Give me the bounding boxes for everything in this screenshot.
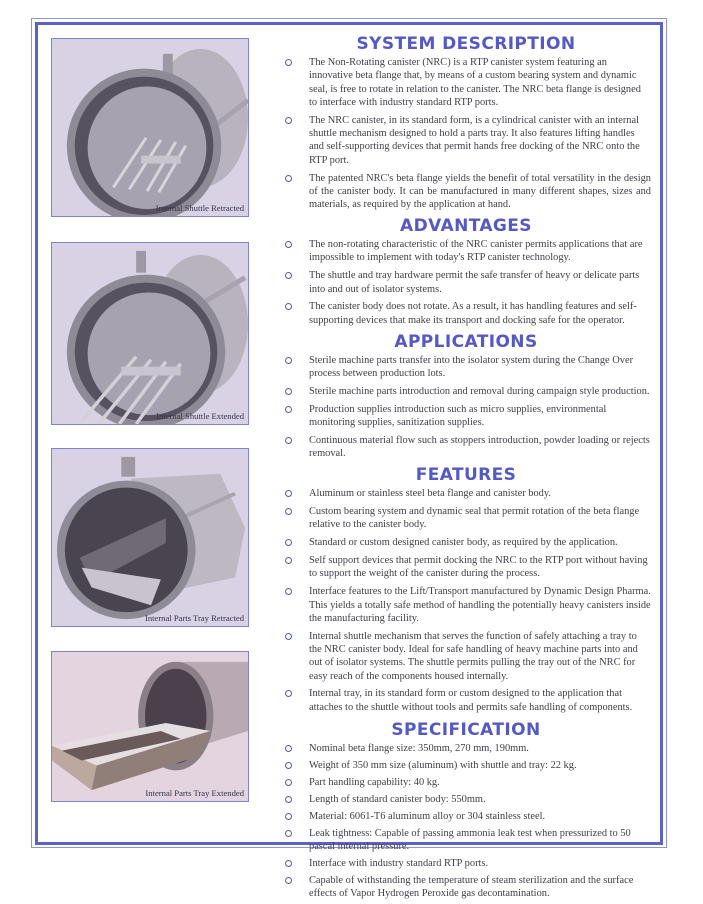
list-item: Nominal beta flange size: 350mm, 270 mm, 190mm. [281, 742, 651, 755]
list-item: Capable of withstanding the temperature of steam sterilization and the surface effects of Vapor Hydrogen Peroxide gas decontamination. [281, 874, 651, 901]
bullet-icon [285, 241, 292, 248]
section-heading: APPLICATIONS [394, 331, 538, 352]
section-advantages [281, 216, 651, 327]
bullet-icon [285, 388, 292, 395]
section-features [281, 465, 651, 714]
list-item: Continuous material flow such as stoppers introduction, powder loading or rejects removal. [281, 434, 651, 461]
bullet-icon [285, 357, 292, 364]
photo-caption: Internal Parts Tray Retracted [144, 613, 244, 623]
list-item: The NRC canister, in its standard form, is a cylindrical canister with an internal shuttle mechanism designed to hold a parts tray. It also features lifting handles and self-supporting devices that permit hands free docking of the NRC onto the RTP port. [281, 114, 651, 167]
bullet-icon [285, 588, 292, 595]
bullet-icon [285, 303, 292, 310]
list-item: Interface with industry standard RTP ports. [281, 857, 651, 870]
bullet-icon [285, 117, 292, 124]
bullet-icon [285, 796, 292, 803]
list-item: Leak tightness: Capable of passing ammonia leak test when pressurized to 50 pascal internal pressure. [281, 827, 651, 854]
bullet-icon [285, 59, 292, 66]
section-heading: SPECIFICATION [391, 720, 541, 741]
canister-tray-extended-image [52, 652, 248, 801]
bullet-icon [285, 633, 292, 640]
bullet-icon [285, 779, 292, 786]
list-item: The shuttle and tray hardware permit the safe transfer of heavy or delicate parts into and out of isolator systems. [281, 269, 651, 296]
bullet-list [281, 742, 651, 900]
bullet-icon [285, 557, 292, 564]
bullet-icon [285, 508, 292, 515]
photo-caption: Internal Shuttle Retracted [155, 203, 244, 213]
section-specification [281, 720, 651, 900]
list-item: The non-rotating characteristic of the NRC canister permits applications that are impossible to implement with today's RTP canister technology. [281, 238, 651, 265]
section-heading: ADVANTAGES [400, 216, 532, 237]
list-item: Part handling capability: 40 kg. [281, 776, 651, 789]
list-item: Material: 6061-T6 aluminum alloy or 304 stainless steel. [281, 810, 651, 823]
list-item: Interface features to the Lift/Transport manufactured by Dynamic Design Pharma. This yields a totally safe method of handling the potentially heavy canisters inside the manufacturing facility. [281, 585, 651, 625]
bullet-list [281, 354, 651, 461]
bullet-icon [285, 272, 292, 279]
bullet-icon [285, 539, 292, 546]
photo-internal-shuttle-extended [51, 242, 249, 425]
bullet-list [281, 56, 651, 211]
bullet-icon [285, 813, 292, 820]
section-heading: FEATURES [415, 465, 517, 486]
content-column [281, 34, 651, 904]
photo-internal-shuttle-retracted [51, 38, 249, 217]
canister-shuttle-extended-image [52, 243, 248, 424]
list-item: Standard or custom designed canister body, as required by the application. [281, 536, 651, 549]
section-heading: SYSTEM DESCRIPTION [356, 34, 576, 54]
list-item: The canister body does not rotate. As a result, it has handling features and self-supporting devices that make its transport and docking safe for the operator. [281, 300, 651, 327]
list-item: Length of standard canister body: 550mm. [281, 793, 651, 806]
bullet-icon [285, 175, 292, 182]
bullet-list [281, 238, 651, 327]
list-item: Internal shuttle mechanism that serves the function of safely attaching a tray to the NRC canister body. Ideal for safe handling of heavy machine parts into and out of isolator systems. The shuttle permits pulling the tray out of the NRC for easy reach of the components housed internally. [281, 630, 651, 683]
bullet-icon [285, 690, 292, 697]
photo-internal-parts-tray-extended [51, 651, 249, 802]
photo-internal-parts-tray-retracted [51, 448, 249, 627]
section-system-description [281, 34, 651, 211]
list-item: Custom bearing system and dynamic seal that permit rotation of the beta flange relative to the canister body. [281, 505, 651, 532]
list-item: The patented NRC's beta flange yields the benefit of total versatility in the design of the canister body. It can be manufactured in many different shapes, sizes and materials, as required by the application at hand. [281, 172, 651, 212]
bullet-icon [285, 490, 292, 497]
bullet-list [281, 487, 651, 714]
list-item: Sterile machine parts transfer into the isolator system during the Change Over process between production lots. [281, 354, 651, 381]
bullet-icon [285, 762, 292, 769]
list-item: Internal tray, in its standard form or custom designed to the application that attaches to the shuttle without tools and permits safe handling of components. [281, 687, 651, 714]
bullet-icon [285, 860, 292, 867]
list-item: Self support devices that permit docking the NRC to the RTP port without having to support the weight of the canister during the process. [281, 554, 651, 581]
list-item: The Non-Rotating canister (NRC) is a RTP canister system featuring an innovative beta flange that, by means of a custom bearing system and dynamic seal, is free to rotate in relation to the canister. The NRC beta flange is designed to interface with industry standard RTP ports. [281, 56, 651, 109]
section-applications [281, 332, 651, 461]
bullet-icon [285, 830, 292, 837]
bullet-icon [285, 877, 292, 884]
list-item: Weight of 350 mm size (aluminum) with shuttle and tray: 22 kg. [281, 759, 651, 772]
photo-caption: Internal Parts Tray Extended [145, 788, 244, 798]
list-item: Sterile machine parts introduction and removal during campaign style production. [281, 385, 651, 398]
canister-shuttle-retracted-image [52, 39, 248, 216]
bullet-icon [285, 406, 292, 413]
photo-caption: Internal Shuttle Extended [156, 411, 244, 421]
bullet-icon [285, 437, 292, 444]
list-item: Production supplies introduction such as micro supplies, environmental monitoring supplies, sanitization supplies. [281, 403, 651, 430]
canister-tray-retracted-image [52, 449, 248, 626]
list-item: Aluminum or stainless steel beta flange and canister body. [281, 487, 651, 500]
bullet-icon [285, 745, 292, 752]
